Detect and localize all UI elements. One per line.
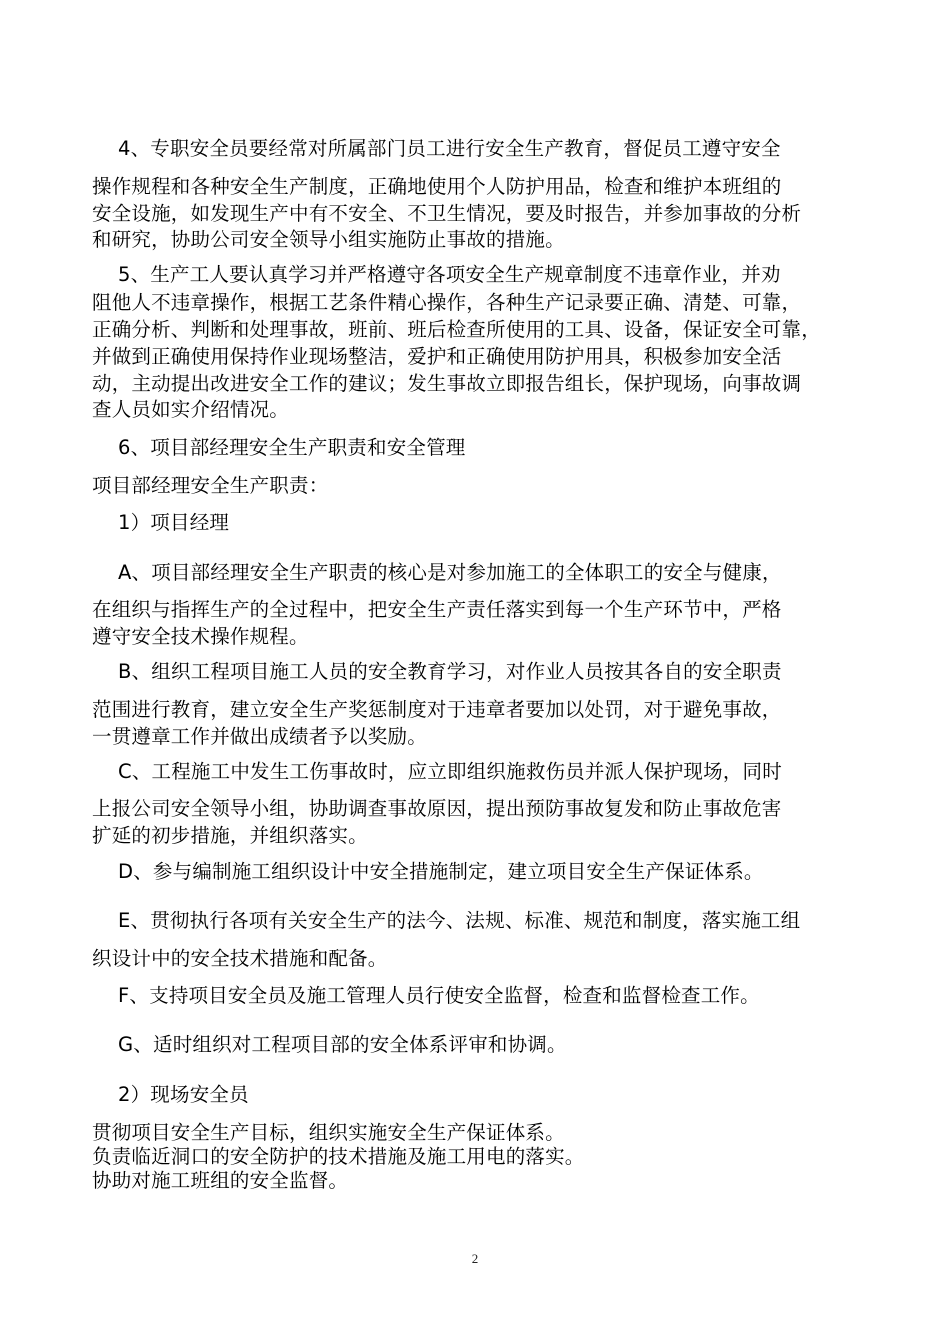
paragraph-line: 上报公司安全领导小组，协助调查事故原因，提出预防事故复发和防止事故危害 bbox=[92, 797, 782, 820]
paragraph-line: E、贯彻执行各项有关安全生产的法今、法规、标准、规范和制度，落实施工组 bbox=[118, 909, 801, 932]
paragraph-line: 阻他人不违章操作，根据工艺条件精心操作，各种生产记录要正确、清楚、可靠， bbox=[92, 291, 802, 314]
subheading: 2）现场安全员 bbox=[118, 1083, 249, 1106]
paragraph-line: 操作规程和各种安全生产制度，正确地使用个人防护用品，检查和维护本班组的 bbox=[92, 175, 782, 198]
paragraph-line: 织设计中的安全技术措施和配备。 bbox=[92, 947, 388, 970]
paragraph-line: F、支持项目安全员及施工管理人员行使安全监督，检查和监督检查工作。 bbox=[118, 984, 760, 1007]
paragraph-line: 贯彻项目安全生产目标，组织实施安全生产保证体系。 bbox=[92, 1121, 565, 1144]
paragraph-line: 一贯遵章工作并做出成绩者予以奖励。 bbox=[92, 725, 427, 748]
paragraph-line: B、组织工程项目施工人员的安全教育学习，对作业人员按其各自的安全职责 bbox=[118, 660, 782, 683]
paragraph-line: 在组织与指挥生产的全过程中，把安全生产责任落实到每一个生产环节中，严格 bbox=[92, 598, 782, 621]
paragraph-line: 协助对施工班组的安全监督。 bbox=[92, 1169, 349, 1192]
paragraph-line: 并做到正确使用保持作业现场整洁，爱护和正确使用防护用具，积极参加安全活 bbox=[92, 345, 782, 368]
subheading: 1）项目经理 bbox=[118, 511, 230, 534]
paragraph-line: 遵守安全技术操作规程。 bbox=[92, 625, 309, 648]
paragraph-line: 4、专职安全员要经常对所属部门员工进行安全生产教育，督促员工遵守安全 bbox=[118, 137, 781, 160]
subheading: 项目部经理安全生产职责： bbox=[92, 474, 329, 497]
paragraph-line: 负责临近洞口的安全防护的技术措施及施工用电的落实。 bbox=[92, 1145, 585, 1168]
paragraph-line: 正确分析、判断和处理事故，班前、班后检查所使用的工具、设备，保证安全可靠， bbox=[92, 318, 821, 341]
paragraph-line: 查人员如实介绍情况。 bbox=[92, 398, 290, 421]
paragraph-line: D、参与编制施工组织设计中安全措施制定，建立项目安全生产保证体系。 bbox=[118, 860, 764, 883]
paragraph-line: G、适时组织对工程项目部的安全体系评审和协调。 bbox=[118, 1033, 567, 1056]
section-heading: 6、项目部经理安全生产职责和安全管理 bbox=[118, 436, 466, 459]
paragraph-line: 安全设施，如发现生产中有不安全、不卫生情况，要及时报告，并参加事故的分析 bbox=[92, 202, 802, 225]
paragraph-line: 5、生产工人要认真学习并严格遵守各项安全生产规章制度不违章作业，并劝 bbox=[118, 263, 781, 286]
paragraph-line: 扩延的初步措施，并组织落实。 bbox=[92, 824, 368, 847]
paragraph-line: 动，主动提出改进安全工作的建议；发生事故立即报告组长，保护现场，向事故调 bbox=[92, 372, 802, 395]
paragraph-line: A、项目部经理安全生产职责的核心是对参加施工的全体职工的安全与健康， bbox=[118, 561, 782, 584]
paragraph-line: 和研究，协助公司安全领导小组实施防止事故的措施。 bbox=[92, 228, 565, 251]
page-number: 2 bbox=[471, 1251, 479, 1266]
paragraph-line: C、工程施工中发生工伤事故时，应立即组织施救伤员并派人保护现场，同时 bbox=[118, 760, 782, 783]
paragraph-line: 范围进行教育，建立安全生产奖惩制度对于违章者要加以处罚，对于避免事故， bbox=[92, 698, 782, 721]
